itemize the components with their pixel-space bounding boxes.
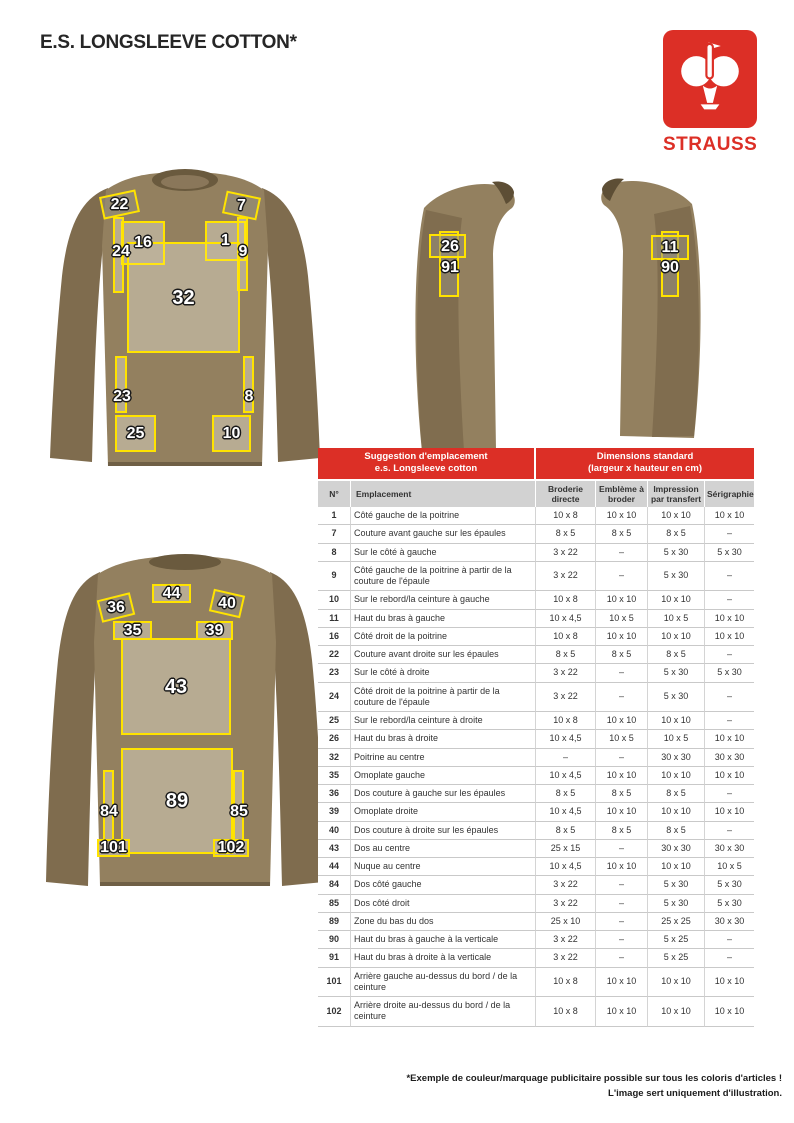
row-emplacement: Omoplate droite (351, 803, 536, 821)
row-dimension: 10 x 5 (648, 730, 705, 748)
row-dimension: 10 x 5 (648, 610, 705, 628)
placement-marker-label-11: 11 (661, 239, 679, 256)
row-dimension: 8 x 5 (596, 646, 648, 664)
row-dimension: 5 x 25 (648, 949, 705, 967)
row-number: 40 (318, 822, 351, 840)
placement-marker-label-26: 26 (441, 238, 459, 255)
row-dimension: – (536, 749, 596, 767)
row-dimension: 10 x 4,5 (536, 610, 596, 628)
row-number: 85 (318, 895, 351, 913)
col-header-emplacement: Emplacement (351, 479, 536, 507)
table-row (318, 730, 754, 748)
row-dimension: 30 x 30 (648, 749, 705, 767)
row-dimension: 5 x 30 (648, 562, 705, 592)
placement-marker-label-40: 40 (218, 594, 236, 612)
row-dimension: 8 x 5 (648, 646, 705, 664)
col-header-embleme-a-broder: Emblème à broder (596, 479, 648, 507)
row-emplacement: Dos au centre (351, 840, 536, 858)
row-dimension: 8 x 5 (536, 822, 596, 840)
header-left-line1: Suggestion d'emplacement (364, 451, 488, 462)
table-row (318, 591, 754, 609)
row-number: 89 (318, 913, 351, 931)
row-number: 8 (318, 544, 351, 562)
table-row (318, 507, 754, 525)
table-column-header-row (318, 479, 754, 507)
row-dimension: – (705, 949, 754, 967)
row-dimension: 5 x 30 (705, 895, 754, 913)
table-row (318, 822, 754, 840)
col-header-num: N° (318, 479, 351, 507)
placement-marker-label-1: 1 (221, 232, 230, 249)
row-dimension: 10 x 10 (596, 591, 648, 609)
row-number: 44 (318, 858, 351, 876)
row-number: 7 (318, 525, 351, 543)
table-row (318, 785, 754, 803)
row-emplacement: Côté droit de la poitrine (351, 628, 536, 646)
row-dimension: 5 x 30 (648, 544, 705, 562)
table-row (318, 840, 754, 858)
row-dimension: 10 x 10 (705, 803, 754, 821)
placement-marker-label-32: 32 (172, 286, 195, 309)
placement-marker-label-36: 36 (107, 598, 125, 616)
row-dimension: 10 x 10 (648, 507, 705, 525)
row-dimension: 10 x 10 (705, 730, 754, 748)
placement-marker-label-9: 9 (238, 243, 248, 260)
row-number: 9 (318, 562, 351, 592)
row-emplacement: Dos côté droit (351, 895, 536, 913)
row-number: 23 (318, 664, 351, 682)
header-right-line1: Dimensions standard (596, 451, 694, 462)
table-row (318, 562, 754, 592)
row-emplacement: Zone du bas du dos (351, 913, 536, 931)
col-header-serigraphie: Sérigraphie (705, 479, 754, 507)
row-dimension: 10 x 8 (536, 591, 596, 609)
table-row (318, 895, 754, 913)
row-dimension: 5 x 30 (648, 664, 705, 682)
row-dimension: 10 x 4,5 (536, 730, 596, 748)
row-dimension: 10 x 5 (596, 730, 648, 748)
placement-marker-label-101: 101 (100, 839, 127, 856)
row-dimension: 10 x 10 (648, 712, 705, 730)
row-dimension: – (596, 949, 648, 967)
placement-table (318, 448, 754, 1027)
placement-marker-label-35: 35 (123, 621, 142, 639)
strauss-logo (663, 30, 757, 128)
row-emplacement: Haut du bras à gauche (351, 610, 536, 628)
row-emplacement: Arrière gauche au-dessus du bord / de la ceinture (351, 968, 536, 998)
row-dimension: 5 x 30 (705, 876, 754, 894)
table-row (318, 858, 754, 876)
row-dimension: 10 x 10 (596, 997, 648, 1027)
row-dimension: – (596, 876, 648, 894)
row-dimension: 10 x 10 (705, 997, 754, 1027)
row-dimension: 10 x 4,5 (536, 858, 596, 876)
table-row (318, 931, 754, 949)
row-dimension: 10 x 10 (648, 997, 705, 1027)
table-red-header-row (318, 448, 754, 479)
row-dimension: 10 x 10 (596, 803, 648, 821)
row-dimension: 10 x 10 (648, 858, 705, 876)
row-emplacement: Arrière droite au-dessus du bord / de la ceinture (351, 997, 536, 1027)
footnote-line2: L'image sert uniquement d'illustration. (608, 1087, 782, 1099)
row-dimension: 10 x 8 (536, 968, 596, 998)
row-emplacement: Sur le rebord/la ceinture à droite (351, 712, 536, 730)
row-dimension: 5 x 30 (648, 876, 705, 894)
row-dimension: 8 x 5 (648, 822, 705, 840)
placement-marker-label-89: 89 (165, 790, 189, 812)
row-number: 24 (318, 683, 351, 713)
row-dimension: 30 x 30 (705, 840, 754, 858)
row-emplacement: Nuque au centre (351, 858, 536, 876)
side-view-left-arm-shirt-photo (588, 172, 728, 440)
row-dimension: – (596, 683, 648, 713)
placement-marker-label-44: 44 (162, 584, 181, 602)
row-dimension: – (705, 525, 754, 543)
row-dimension: – (596, 664, 648, 682)
placement-marker-label-90: 90 (661, 259, 679, 276)
row-number: 90 (318, 931, 351, 949)
row-dimension: – (705, 646, 754, 664)
row-number: 84 (318, 876, 351, 894)
row-dimension: 10 x 10 (596, 767, 648, 785)
row-emplacement: Sur le rebord/la ceinture à gauche (351, 591, 536, 609)
row-dimension: 5 x 30 (705, 544, 754, 562)
row-number: 1 (318, 507, 351, 525)
row-dimension: 8 x 5 (536, 785, 596, 803)
row-number: 102 (318, 997, 351, 1027)
header-right-line2: (largeur x hauteur en cm) (588, 463, 703, 475)
row-number: 36 (318, 785, 351, 803)
placement-marker-label-23: 23 (113, 388, 131, 405)
row-emplacement: Côté droit de la poitrine à partir de la couture de l'épaule (351, 683, 536, 713)
row-dimension: 3 x 22 (536, 683, 596, 713)
table-row (318, 664, 754, 682)
row-dimension: – (596, 913, 648, 931)
row-emplacement: Sur le côté à gauche (351, 544, 536, 562)
row-dimension: 3 x 22 (536, 544, 596, 562)
placement-marker-label-91: 91 (441, 259, 459, 276)
col-header-impression-par-transfert: Impression par transfert (648, 479, 705, 507)
row-dimension: – (596, 931, 648, 949)
row-dimension: – (596, 840, 648, 858)
row-dimension: 10 x 10 (596, 628, 648, 646)
row-dimension: 10 x 10 (596, 507, 648, 525)
placement-marker-label-10: 10 (222, 424, 241, 442)
row-dimension: 25 x 10 (536, 913, 596, 931)
row-dimension: 3 x 22 (536, 931, 596, 949)
row-dimension: 8 x 5 (536, 525, 596, 543)
row-dimension: 10 x 10 (648, 803, 705, 821)
row-dimension: 25 x 25 (648, 913, 705, 931)
row-number: 10 (318, 591, 351, 609)
placement-marker-label-16: 16 (134, 234, 152, 251)
row-emplacement: Dos couture à droite sur les épaules (351, 822, 536, 840)
row-dimension: 10 x 10 (596, 712, 648, 730)
row-dimension: 10 x 10 (596, 968, 648, 998)
table-row (318, 949, 754, 967)
row-number: 101 (318, 968, 351, 998)
row-dimension: 30 x 30 (705, 749, 754, 767)
row-dimension: – (705, 591, 754, 609)
row-dimension: 10 x 10 (705, 968, 754, 998)
ostrich-icon (674, 39, 746, 120)
placement-marker-label-84: 84 (100, 803, 118, 820)
row-dimension: 25 x 15 (536, 840, 596, 858)
row-dimension: 3 x 22 (536, 949, 596, 967)
row-dimension: – (705, 931, 754, 949)
row-dimension: 10 x 8 (536, 712, 596, 730)
row-number: 26 (318, 730, 351, 748)
table-row (318, 628, 754, 646)
row-emplacement: Dos côté gauche (351, 876, 536, 894)
placement-table-body (318, 507, 754, 1027)
row-dimension: 3 x 22 (536, 895, 596, 913)
row-dimension: 8 x 5 (596, 525, 648, 543)
row-emplacement: Dos couture à gauche sur les épaules (351, 785, 536, 803)
row-dimension: 10 x 10 (705, 628, 754, 646)
placement-marker-label-85: 85 (230, 803, 248, 820)
row-dimension: – (705, 683, 754, 713)
row-dimension: 8 x 5 (648, 525, 705, 543)
row-emplacement: Omoplate gauche (351, 767, 536, 785)
row-dimension: 3 x 22 (536, 664, 596, 682)
row-dimension: 10 x 10 (705, 507, 754, 525)
row-number: 91 (318, 949, 351, 967)
row-dimension: – (596, 562, 648, 592)
placement-marker-label-102: 102 (217, 839, 245, 856)
row-emplacement: Poitrine au centre (351, 749, 536, 767)
row-dimension: 8 x 5 (596, 822, 648, 840)
col-header-broderie-directe: Broderie directe (536, 479, 596, 507)
row-dimension: 5 x 30 (648, 683, 705, 713)
row-dimension: 5 x 30 (648, 895, 705, 913)
placement-marker-label-43: 43 (164, 675, 188, 698)
row-dimension: – (596, 544, 648, 562)
row-dimension: 30 x 30 (705, 913, 754, 931)
table-row (318, 646, 754, 664)
side-view-right-arm-shirt-photo (388, 174, 522, 454)
row-dimension: 8 x 5 (648, 785, 705, 803)
row-dimension: 10 x 4,5 (536, 767, 596, 785)
row-dimension: 10 x 10 (596, 858, 648, 876)
table-row (318, 997, 754, 1027)
row-dimension: 10 x 4,5 (536, 803, 596, 821)
row-emplacement: Couture avant gauche sur les épaules (351, 525, 536, 543)
row-emplacement: Haut du bras à gauche à la verticale (351, 931, 536, 949)
table-row (318, 767, 754, 785)
row-number: 43 (318, 840, 351, 858)
row-emplacement: Côté gauche de la poitrine (351, 507, 536, 525)
row-dimension: 10 x 10 (648, 591, 705, 609)
table-row (318, 749, 754, 767)
header-left-line2: e.s. Longsleeve cotton (374, 463, 478, 475)
placement-marker-label-7: 7 (237, 196, 246, 214)
row-number: 25 (318, 712, 351, 730)
row-dimension: 10 x 10 (648, 628, 705, 646)
row-dimension: 8 x 5 (596, 785, 648, 803)
brand-name: STRAUSS (663, 134, 758, 155)
row-number: 35 (318, 767, 351, 785)
table-row (318, 544, 754, 562)
row-dimension: 10 x 5 (596, 610, 648, 628)
row-dimension: 10 x 5 (705, 858, 754, 876)
row-dimension: 10 x 8 (536, 997, 596, 1027)
row-dimension: – (596, 749, 648, 767)
row-dimension: 30 x 30 (648, 840, 705, 858)
row-number: 39 (318, 803, 351, 821)
placement-marker-label-25: 25 (126, 424, 145, 442)
placement-marker-label-24: 24 (112, 243, 130, 260)
table-row (318, 803, 754, 821)
table-row (318, 913, 754, 931)
row-dimension: 10 x 10 (705, 767, 754, 785)
row-dimension: 10 x 8 (536, 507, 596, 525)
row-dimension: 3 x 22 (536, 562, 596, 592)
row-dimension: – (705, 822, 754, 840)
row-dimension: – (705, 785, 754, 803)
row-emplacement: Sur le côté à droite (351, 664, 536, 682)
row-number: 16 (318, 628, 351, 646)
row-dimension: 8 x 5 (536, 646, 596, 664)
placement-marker-label-22: 22 (110, 195, 129, 213)
row-number: 11 (318, 610, 351, 628)
row-dimension: – (705, 712, 754, 730)
row-emplacement: Haut du bras à droite (351, 730, 536, 748)
row-dimension: – (596, 895, 648, 913)
table-row (318, 968, 754, 998)
page-title: E.S. LONGSLEEVE COTTON* (40, 32, 297, 53)
row-number: 22 (318, 646, 351, 664)
footnote (406, 1072, 782, 1101)
table-row (318, 683, 754, 713)
row-dimension: 5 x 25 (648, 931, 705, 949)
row-dimension: 10 x 10 (705, 610, 754, 628)
row-dimension: 10 x 8 (536, 628, 596, 646)
row-dimension: 10 x 10 (648, 968, 705, 998)
table-row (318, 610, 754, 628)
row-emplacement: Côté gauche de la poitrine à partir de la couture de l'épaule (351, 562, 536, 592)
row-dimension: 10 x 10 (648, 767, 705, 785)
row-dimension: – (705, 562, 754, 592)
row-number: 32 (318, 749, 351, 767)
row-emplacement: Haut du bras à droite à la verticale (351, 949, 536, 967)
placement-marker-label-8: 8 (244, 388, 254, 405)
table-header-standard-dimensions (536, 448, 754, 479)
row-emplacement: Couture avant droite sur les épaules (351, 646, 536, 664)
row-dimension: 3 x 22 (536, 876, 596, 894)
footnote-line1: *Exemple de couleur/marquage publicitaire possible sur tous les coloris d'articles ! (406, 1073, 782, 1084)
table-header-placement-suggestion (318, 448, 536, 479)
row-dimension: 5 x 30 (705, 664, 754, 682)
table-row (318, 525, 754, 543)
placement-marker-label-39: 39 (205, 621, 224, 639)
table-row (318, 876, 754, 894)
table-row (318, 712, 754, 730)
